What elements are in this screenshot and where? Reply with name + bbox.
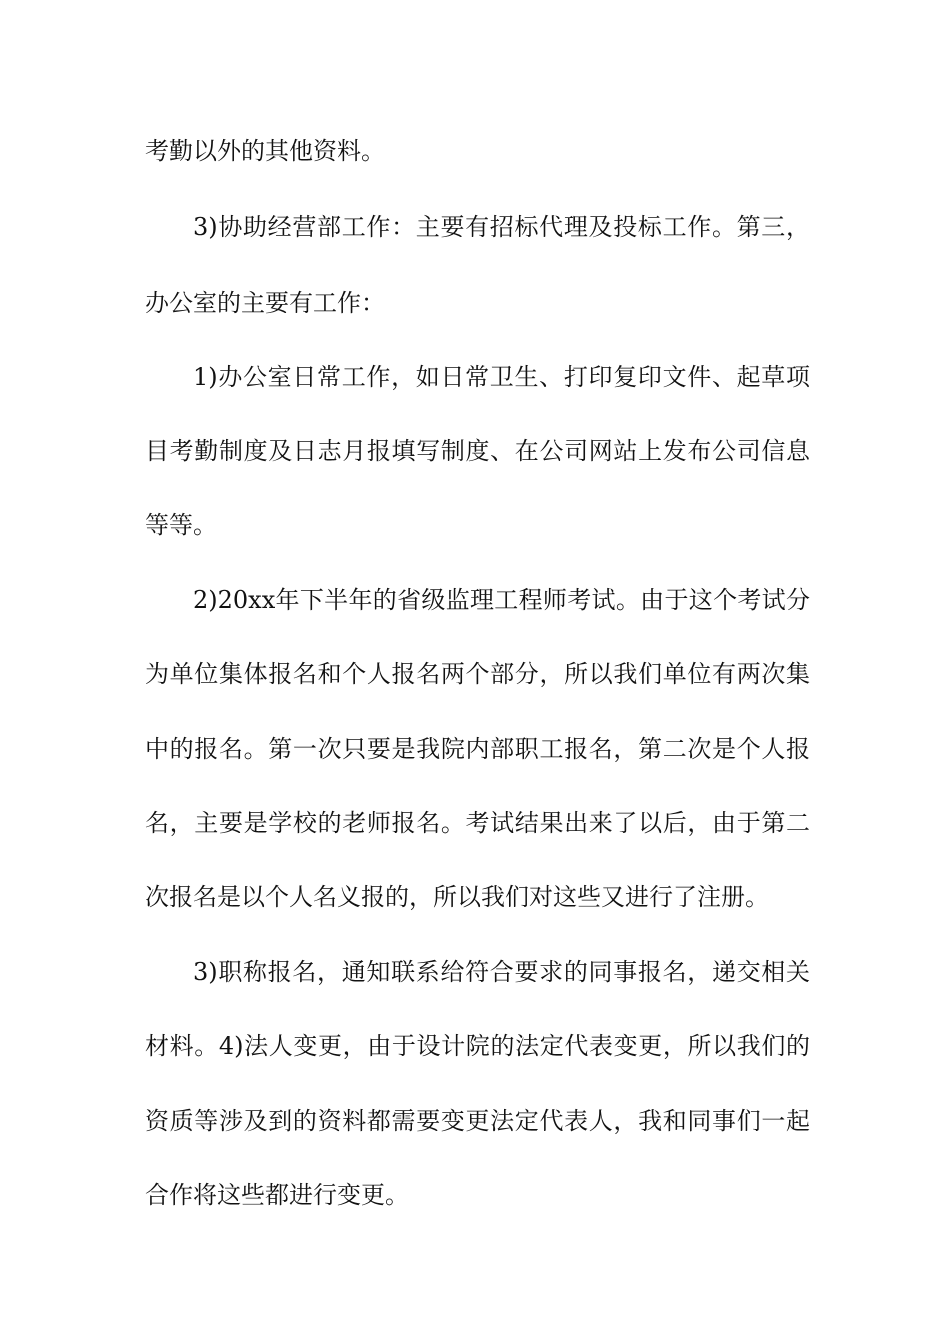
text-line: 等等。 bbox=[145, 511, 217, 539]
text-line: 目考勤制度及日志月报填写制度、在公司网站上发布公司信息 bbox=[145, 437, 810, 465]
text-line: 次报名是以个人名义报的，所以我们对这些又进行了注册。 bbox=[145, 883, 769, 911]
text-line: 中的报名。第一次只要是我院内部职工报名，第二次是个人报 bbox=[145, 735, 810, 763]
text-line: 3)职称报名，通知联系给符合要求的同事报名，递交相关 bbox=[193, 958, 810, 986]
text-line: 考勤以外的其他资料。 bbox=[145, 137, 385, 165]
text-line: 资质等涉及到的资料都需要变更法定代表人，我和同事们一起 bbox=[145, 1107, 810, 1135]
text-line: 2)20xx年下半年的省级监理工程师考试。由于这个考试分 bbox=[193, 586, 810, 614]
text-line: 办公室的主要有工作： bbox=[145, 289, 385, 317]
text-line: 1)办公室日常工作，如日常卫生、打印复印文件、起草项 bbox=[193, 363, 810, 391]
text-line: 3)协助经营部工作：主要有招标代理及投标工作。第三， bbox=[193, 213, 810, 241]
text-line: 名，主要是学校的老师报名。考试结果出来了以后，由于第二 bbox=[145, 809, 810, 837]
text-line: 材料。4)法人变更，由于设计院的法定代表变更，所以我们的 bbox=[145, 1032, 810, 1060]
text-line: 为单位集体报名和个人报名两个部分，所以我们单位有两次集 bbox=[145, 660, 810, 688]
text-line: 合作将这些都进行变更。 bbox=[145, 1181, 409, 1209]
